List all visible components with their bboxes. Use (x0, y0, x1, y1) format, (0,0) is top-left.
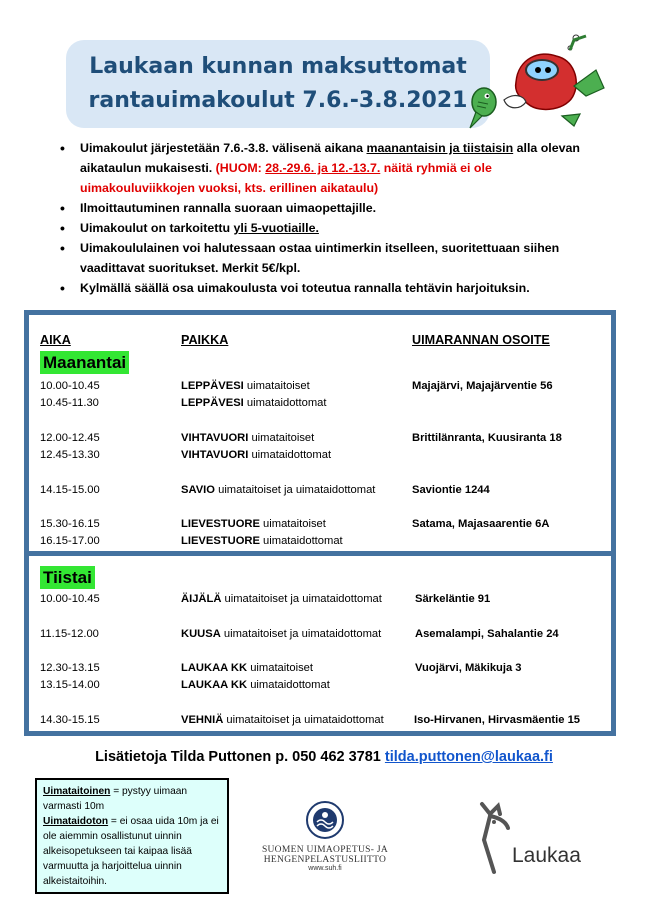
day-divider (29, 551, 611, 556)
header-address: UIMARANNAN OSOITE (412, 333, 550, 347)
header-time: AIKA (40, 333, 71, 347)
title-line-2: rantauimakoulut 7.6.-3.8.2021 (88, 88, 468, 113)
suh-emblem-icon (305, 800, 345, 840)
bullet-cold-weather: • Kylmällä säällä osa uimakoulusta voi toteutua rannalla tehtävin harjoituksin. (52, 278, 592, 298)
bullet-1-underlined: maanantaisin ja tiistaisin (366, 141, 514, 155)
laukaa-wordmark: Laukaa (512, 844, 581, 867)
note-text: näitä ryhmiä ei ole uimakouluviikkojen vuoksi, kts. erillinen aikataulu) (80, 161, 492, 195)
definition-swimmer (43, 784, 221, 814)
page-title (66, 50, 490, 118)
bullet-registration: • Ilmoittautuminen rannalla suoraan uimaopettajille. (52, 198, 592, 218)
suh-name-1: SUOMEN UIMAOPETUS- JA (261, 845, 389, 855)
bullet-3-text: Uimakoulut on tarkoitettu (80, 221, 234, 235)
contact-email-link[interactable]: tilda.puttonen@laukaa.fi (384, 749, 553, 765)
note-open: (HUOM: (215, 161, 266, 175)
suh-logo (250, 800, 400, 880)
schedule-table: AIKA PAIKKA UIMARANNAN OSOITE Maanantai 10.00-10.45 LEPPÄVESI uimataitoiset Majajärvi, Majajärventie 56 10.45-11.30 LEPPÄVESI uimataidottomat 12.00-12.45 VIHTAVUORI uimataitoiset Brittilänranta, Kuusiranta 18 12.45-13.30 VIHTAVUORI uimataidottomat 14.15-15.00 SAVIO uimataitoiset ja uimataidottomat Saviontie 1244 15.30-16.15 LIEVESTUORE uimataitoiset Satama, Majasaarentie 6A 16.15-17.00 LIEVESTUORE uimataidottomat Tiistai 10.00-10.45 ÄIJÄLÄ uimataitoiset ja uimataidottomat Särkeläntie 91 11.15-12.00 KUUSA uimataitoiset ja uimataidottomat Asemalampi, Sahalantie 24 12.30-13.15 LAUKAA KK uimataitoiset Vuojärvi, Mäkikuja 3 13.15-14.00 LAUKAA KK uimataidottomat 14.30-15.15 VEHNIÄ uimataitoiset ja uimataidottomat Iso-Hirvanen, Hirvasmäentie 15 (24, 310, 616, 736)
bullet-1-text-b: alla olevan aikataulun mukaisesti. (80, 141, 580, 175)
day-label-monday: Maanantai (40, 351, 129, 374)
term-non-swimmer: Uimataidoton (43, 816, 109, 827)
bullet-3-underlined: yli 5-vuotiaille. (233, 221, 319, 235)
def-non-swimmer: = ei osaa uida 10m ja ei ole aiemmin osallistunut uinnin alkeisopetukseen tai kaipaa lisää varmuutta ja harjoittelua uinnin alkeistaitoihin. (43, 816, 219, 887)
header-place: PAIKKA (181, 333, 229, 347)
title-line-1: Laukaan kunnan maksuttomat (89, 54, 467, 79)
diver-mascot-icon (500, 30, 610, 130)
info-bullet-list (52, 138, 592, 298)
bullet-badge: • Uimakoululainen voi halutessaan ostaa uintimerkin itselleen, suoritettuaan siihen vaadittavat suoritukset. Merkit 5€/kpl. (52, 238, 592, 278)
contact-text: Lisätietoja Tilda Puttonen p. 050 462 3781 (95, 749, 385, 765)
contact-line (0, 749, 648, 765)
bullet-1-text: Uimakoulut järjestetään 7.6.-3.8. välisenä aikana (80, 141, 367, 155)
suh-name-2: HENGENPELASTUSLIITTO (263, 855, 387, 865)
suh-url: www.suh.fi (308, 865, 342, 872)
def-swimmer: = pystyy uimaan varmasti 10m (43, 786, 188, 812)
laukaa-logo (470, 800, 600, 880)
bullet-schedule-dates (52, 138, 592, 198)
term-swimmer: Uimataitoinen (43, 786, 111, 797)
definition-non-swimmer (43, 814, 221, 889)
note-dates: 28.-29.6. ja 12.-13.7. (265, 161, 381, 175)
bullet-age (52, 218, 592, 238)
definitions-box (35, 778, 229, 894)
laukaa-moose-icon (470, 800, 530, 880)
fish-icon (462, 84, 502, 130)
day-label-tuesday: Tiistai (40, 566, 95, 589)
